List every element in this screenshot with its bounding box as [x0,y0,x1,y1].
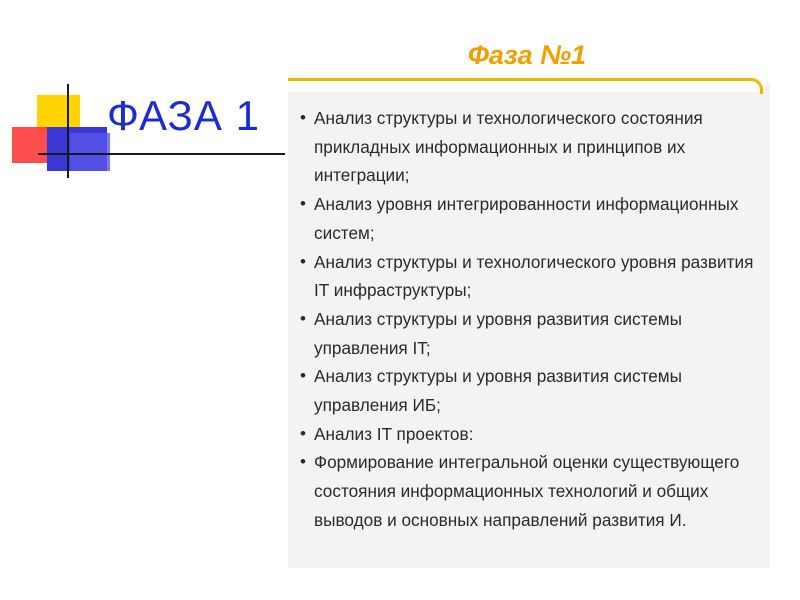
list-item: • Анализ структуры и технологического состояния прикладных информационных и принципов их интеграции; [300,104,760,190]
list-item: • Формирование интегральной оценки существующего состояния информационных технологий и общих выводов и основных направлений развития И. [300,448,760,534]
decor-horizontal-line [38,153,285,155]
panel-title: Фаза №1 [467,40,587,70]
list-item: • Анализ структуры и технологического уровня развития IT инфраструктуры; [300,248,760,305]
list-item: • Анализ IT проектов: [300,420,760,449]
list-item: • Анализ структуры и уровня развития системы управления IT; [300,305,760,362]
panel-header-rule [288,78,754,81]
panel-header-rule-corner [751,78,763,94]
phase-task-list [300,104,760,535]
decor-blue-square-overlay [70,133,110,171]
list-item: • Анализ уровня интегрированности информационных систем; [300,190,760,247]
panel-header [288,34,766,92]
slide-title: ФАЗА 1 [107,92,260,139]
decor-vertical-line [67,84,69,178]
list-item: • Анализ структуры и уровня развития системы управления ИБ; [300,362,760,419]
